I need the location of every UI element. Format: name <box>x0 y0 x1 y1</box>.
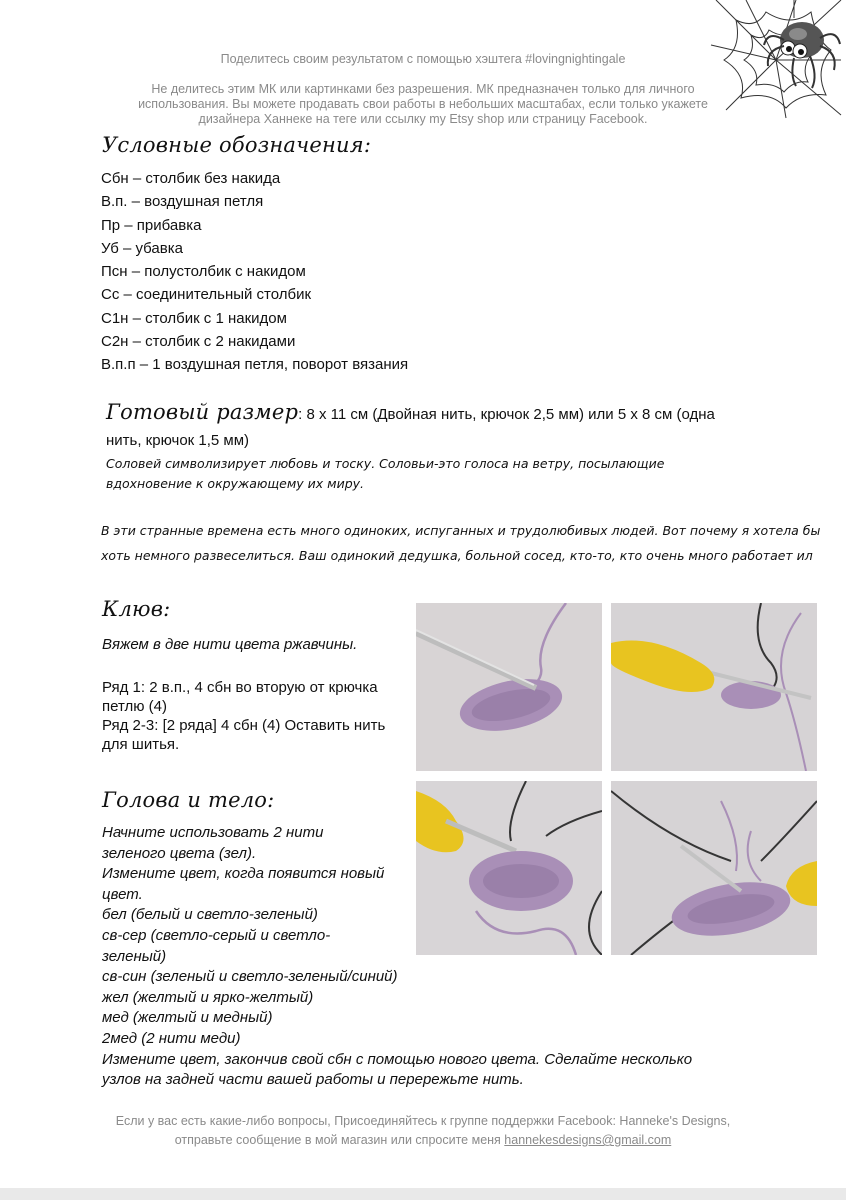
beak-rows <box>102 678 385 754</box>
intro-line: В эти странные времена есть много одиноких, испуганных и трудолюбивых людей. Вот почему я хотела бы <box>101 523 821 538</box>
instruction-line: зеленый) <box>102 947 167 965</box>
copyright-line: использования. Вы можете продавать свои работы в небольших масштабах, если только укажете <box>138 97 708 111</box>
head-body-title: Голова и тело: <box>102 788 275 812</box>
size-text: : 8 x 11 см (Двойная нить, крючок 2,5 мм) или 5 x 8 см (одна <box>298 406 715 423</box>
beak-row: Ряд 1: 2 в.п., 4 сбн во вторую от крючка <box>102 679 378 696</box>
instruction-line: жел (желтый и ярко-желтый) <box>102 988 314 1006</box>
legend-item: Уб – убавка <box>101 239 183 257</box>
instruction-line: Измените цвет, закончив свой сбн с помощью нового цвета. Сделайте несколько <box>102 1050 693 1068</box>
instruction-line: св-син (зеленый и светло-зеленый/синий) <box>102 968 398 986</box>
hashtag-line: Поделитесь своим результатом с помощью хэштега #lovingnightingale <box>220 52 626 66</box>
footer-contact <box>0 1112 846 1150</box>
legend-item: Сс – соединительный столбик <box>101 286 312 304</box>
head-photo-2 <box>611 781 817 955</box>
instruction-line: Измените цвет, когда появится новый <box>102 865 385 883</box>
nightingale-note <box>106 454 726 494</box>
legend-item: В.п.п – 1 воздушная петля, поворот вязания <box>101 356 409 374</box>
beak-row: петлю (4) <box>102 698 168 715</box>
instruction-line: цвет. <box>102 885 143 903</box>
copyright-line: дизайнера Ханнеке на теге или ссылку my Etsy shop или страницу Facebook. <box>198 112 648 126</box>
copyright-notice <box>0 82 846 127</box>
note-line: вдохновение к окружающему их миру. <box>106 476 365 491</box>
instruction-line: бел (белый и светло-зеленый) <box>102 906 318 924</box>
beak-photo-2 <box>611 603 817 771</box>
instruction-line: 2мед (2 нити меди) <box>102 1029 241 1047</box>
instruction-line: Начните использовать 2 нити <box>102 824 324 841</box>
instruction-line: узлов на задней части вашей работы и перережьте нить. <box>102 1071 524 1089</box>
beak-title: Клюв: <box>102 597 171 621</box>
beak-row: для шитья. <box>102 736 180 753</box>
legend-item: Пр – прибавка <box>101 216 202 234</box>
note-line: Соловей символизирует любовь и тоску. Соловьи-это голоса на ветру, посылающие <box>106 456 665 471</box>
legend-title: Условные обозначения: <box>102 133 372 157</box>
instruction-line: мед (желтый и медный) <box>102 1009 273 1027</box>
size-text-cont: нить, крючок 1,5 мм) <box>106 432 250 449</box>
beak-intro: Вяжем в две нити цвета ржавчины. <box>102 636 358 653</box>
head-photo-1 <box>416 781 602 955</box>
size-title: Готовый размер <box>106 400 299 424</box>
intro-paragraph <box>101 518 846 568</box>
instruction-line: св-сер (светло-серый и светло- <box>102 926 331 944</box>
legend-item: Сбн – столбик без накида <box>101 170 281 187</box>
email-link[interactable]: hannekesdesigns@gmail.com <box>504 1133 672 1147</box>
legend-item: Псн – полустолбик с накидом <box>101 263 306 281</box>
intro-line: хоть немного развеселиться. Ваш одинокий дедушка, больной сосед, кто-то, кто очень много работает ил <box>101 548 813 563</box>
legend-item: С1н – столбик с 1 накидом <box>101 309 287 327</box>
page-bottom-bar <box>0 1188 846 1200</box>
footer-line: Если у вас есть какие-либо вопросы, Присоединяйтесь к группе поддержки Facebook: Hanneke's Designs, <box>115 1114 731 1128</box>
instruction-line: зеленого цвета (зел). <box>102 844 257 862</box>
footer-line-2 <box>0 1131 846 1150</box>
finished-size <box>106 400 746 425</box>
legend-list <box>101 167 408 377</box>
beak-row: Ряд 2-3: [2 ряда] 4 сбн (4) Оставить нить <box>102 717 386 734</box>
legend-item: В.п. – воздушная петля <box>101 193 264 211</box>
beak-photo-1 <box>416 603 602 771</box>
legend-item: С2н – столбик с 2 накидами <box>101 333 296 351</box>
copyright-line: Не делитесь этим МК или картинками без разрешения. МК предназначен только для личного <box>151 82 695 96</box>
footer-line-prefix: отправьте сообщение в мой магазин или спросите меня <box>174 1133 505 1147</box>
